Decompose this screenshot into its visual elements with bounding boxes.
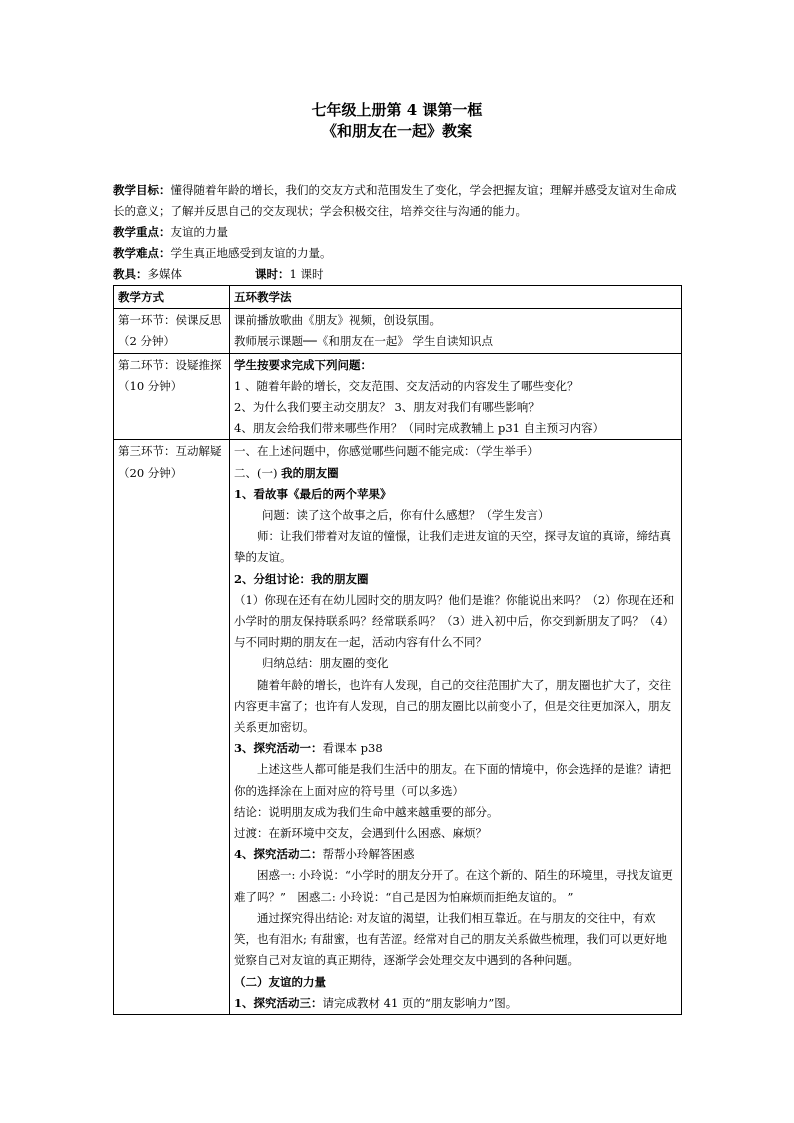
- table-row: [114, 353, 682, 440]
- table-row: [114, 440, 682, 1014]
- stage-3-content: [230, 440, 682, 1014]
- item-4-summary: 通过探究得出结论: 对友谊的渴望，让我们相互靠近。在与朋友的交往中，有欢笑，也有泪水; 有甜蜜，也有苦涩。经常对自己的朋友关系做些梳理，我们可以更好地觉察自己对友谊的真正期待，逐渐学会处理交友中遇到的各种问题。: [234, 910, 668, 968]
- key-label: 教学重点：: [113, 225, 171, 239]
- hours-label: 课时：: [255, 267, 290, 281]
- title-line-1: 七年级上册第 4 课第一框: [311, 101, 483, 119]
- item-4-text: 困惑一: 小玲说：“小学时的朋友分开了。在这个新的、陌生的环境里，寻找友谊更难了吗？” 困惑二: 小玲说：“自己是因为怕麻烦而拒绝友谊的。 ”: [234, 868, 673, 904]
- item-4-heading: [234, 844, 677, 865]
- stage-2-content: [230, 353, 682, 440]
- teaching-goal: [113, 180, 681, 222]
- hours-text: 1 课时: [289, 267, 324, 281]
- item-4-title: 4、探究活动二：: [234, 847, 323, 862]
- header-five-step-method: 五环教学法: [230, 286, 682, 309]
- stage-2-line-1: 1 、随着年龄的增长，交友范围、交友活动的内容发生了哪些变化？: [234, 378, 579, 393]
- stage-1-line-1: 课前播放歌曲《朋友》视频，创设氛围。: [234, 313, 441, 328]
- lesson-table: [113, 285, 682, 1015]
- stage-2-line-3: 4、朋友会给我们带来哪些作用？（同时完成教辅上 p31 自主预习内容）: [234, 421, 605, 436]
- stage-1-label: 第一环节：侯课反思（2 分钟）: [114, 309, 230, 353]
- teaching-key-point: [113, 222, 681, 243]
- lesson-meta: [113, 180, 681, 285]
- stage-1-content: [230, 309, 682, 353]
- activity-3-title: 1、探究活动三：: [234, 995, 323, 1010]
- section-1-heading: [234, 463, 677, 484]
- item-2-text: 随着年龄的增长，也许有人发现，自己的交往范围扩大了，朋友圈也扩大了，交往内容更丰富了；也许有人发现，自己的朋友圈比以前变小了，但是交往更加深入，朋友关系更加密切。: [234, 677, 671, 735]
- item-2-summary: 归纳总结：朋友圈的变化: [262, 656, 389, 671]
- item-2-title: 2、分组讨论：我的朋友圈: [234, 571, 369, 586]
- tools-and-hours: [113, 264, 681, 285]
- stage-2-heading: 学生按要求完成下列问题：: [234, 357, 372, 372]
- difficulty-label: 教学难点：: [113, 246, 171, 260]
- tools-text: 多媒体: [147, 267, 182, 281]
- stage-3-intro: 一、在上述问题中，你感觉哪些问题不能完成：（学生举手）: [234, 444, 539, 459]
- goal-label: 教学目标：: [113, 183, 171, 197]
- item-3-heading: [234, 738, 677, 759]
- table-header-row: [114, 286, 682, 309]
- section-1-title: 我的朋友圈: [281, 465, 339, 480]
- stage-1-line-2: 教师展示课题──《和朋友在一起》 学生自读知识点: [234, 334, 494, 349]
- tools-label: 教具：: [113, 267, 148, 281]
- item-3-title: 3、探究活动一：: [234, 741, 323, 756]
- activity-3-heading: [234, 993, 677, 1014]
- item-1-title: 1、看故事《最后的两个苹果》: [234, 486, 392, 501]
- table-row: [114, 309, 682, 353]
- stage-3-label: 第三环节：互动解疑（20 分钟）: [114, 440, 230, 1014]
- item-3-text: 上述这些人都可能是我们生活中的朋友。在下面的情境中，你会选择的是谁？请把你的选择涂在上面对应的符号里（可以多选）: [234, 762, 671, 798]
- item-1-teacher: 师：让我们带着对友谊的憧憬，让我们走进友谊的天空，探寻友谊的真谛，缔结真挚的友谊。: [234, 529, 671, 565]
- teaching-difficulty: [113, 243, 681, 264]
- document-title: [113, 100, 681, 142]
- stage-2-line-2: 2、为什么我们要主动交朋友？ 3、朋友对我们有哪些影响？: [234, 400, 540, 415]
- difficulty-text: 学生真正地感受到友谊的力量。: [170, 246, 332, 260]
- section-2-title: （二）友谊的力量: [234, 974, 326, 989]
- lesson-plan-page: [113, 100, 681, 1015]
- title-line-2: 《和朋友在一起》教案: [321, 122, 472, 140]
- item-1-question: 问题：读了这个故事之后，你有什么感想？（学生发言）: [262, 508, 550, 523]
- item-3-suffix: 看课本 p38: [322, 741, 383, 756]
- item-4-suffix: 帮帮小玲解答困惑: [322, 847, 415, 862]
- stage-2-label: 第二环节：设疑推探（10 分钟）: [114, 353, 230, 440]
- item-3-transition: 过渡：在新环境中交友，会遇到什么困惑、麻烦？: [234, 826, 487, 841]
- goal-text: 懂得随着年龄的增长，我们的交友方式和范围发生了变化，学会把握友谊；理解并感受友谊对生命成长的意义；了解并反思自己的交友现状；学会积极交往，培养交往与沟通的能力。: [113, 183, 677, 218]
- item-3-conclusion: 结论：说明朋友成为我们生命中越来越重要的部分。: [234, 804, 499, 819]
- section-1-prefix: 二、(一): [234, 465, 282, 480]
- activity-3-suffix: 请完成教材 41 页的“朋友影响力”图。: [322, 995, 518, 1010]
- key-text: 友谊的力量: [170, 225, 228, 239]
- item-2-questions: （1）你现在还有在幼儿园时交的朋友吗？他们是谁？你能说出来吗？（2）你现在还和小学时的朋友保持联系吗？经常联系吗？（3）进入初中后，你交到新朋友了吗？（4）与不同时期的朋友在一起，活动内容有什么不同？: [234, 592, 675, 650]
- header-teaching-method: 教学方式: [114, 286, 230, 309]
